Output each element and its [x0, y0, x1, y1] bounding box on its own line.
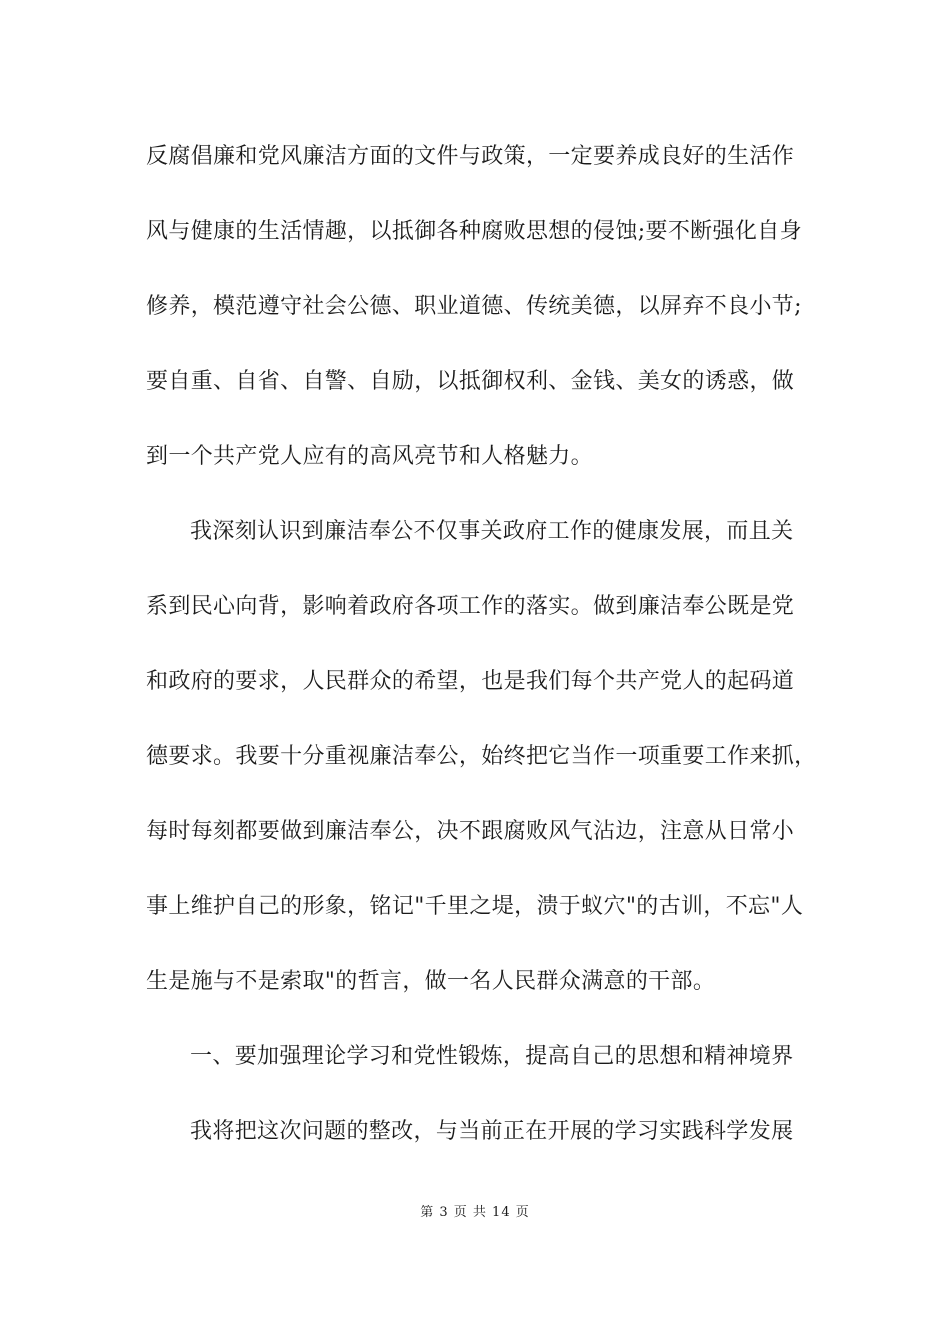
text-line: 德要求。我要十分重视廉洁奉公，始终把它当作一项重要工作来抓， — [146, 744, 817, 769]
text-line: 系到民心向背，影响着政府各项工作的落实。做到廉洁奉公既是党 — [146, 594, 795, 619]
text-line: 反腐倡廉和党风廉洁方面的文件与政策，一定要养成良好的生活作 — [146, 144, 795, 169]
text-line: 风与健康的生活情趣，以抵御各种腐败思想的侵蚀;要不断强化自身 — [146, 219, 802, 244]
text-line: 和政府的要求，人民群众的希望，也是我们每个共产党人的起码道 — [146, 669, 795, 694]
text-line: 生是施与不是索取"的哲言，做一名人民群众满意的干部。 — [146, 969, 716, 994]
text-line: 要自重、自省、自警、自励，以抵御权利、金钱、美女的诱惑，做 — [146, 369, 795, 394]
document-body — [146, 134, 826, 1184]
text-line: 修养，模范遵守社会公德、职业道德、传统美德，以屏弃不良小节; — [146, 294, 802, 319]
text-line: 到一个共产党人应有的高风亮节和人格魅力。 — [146, 444, 594, 469]
paragraph-first-line: 我深刻认识到廉洁奉公不仅事关政府工作的健康发展，而且关 — [190, 519, 794, 544]
page-number-footer: 第 3 页 共 14 页 — [420, 1205, 530, 1220]
text-line: 每时每刻都要做到廉洁奉公，决不跟腐败风气沾边，注意从日常小 — [146, 819, 795, 844]
section-heading: 一、要加强理论学习和党性锻炼，提高自己的思想和精神境界 — [190, 1044, 794, 1069]
text-line: 事上维护自己的形象，铭记"千里之堤，溃于蚁穴"的古训，不忘"人 — [146, 894, 804, 919]
paragraph-first-line: 我将把这次问题的整改，与当前正在开展的学习实践科学发展 — [190, 1119, 794, 1144]
